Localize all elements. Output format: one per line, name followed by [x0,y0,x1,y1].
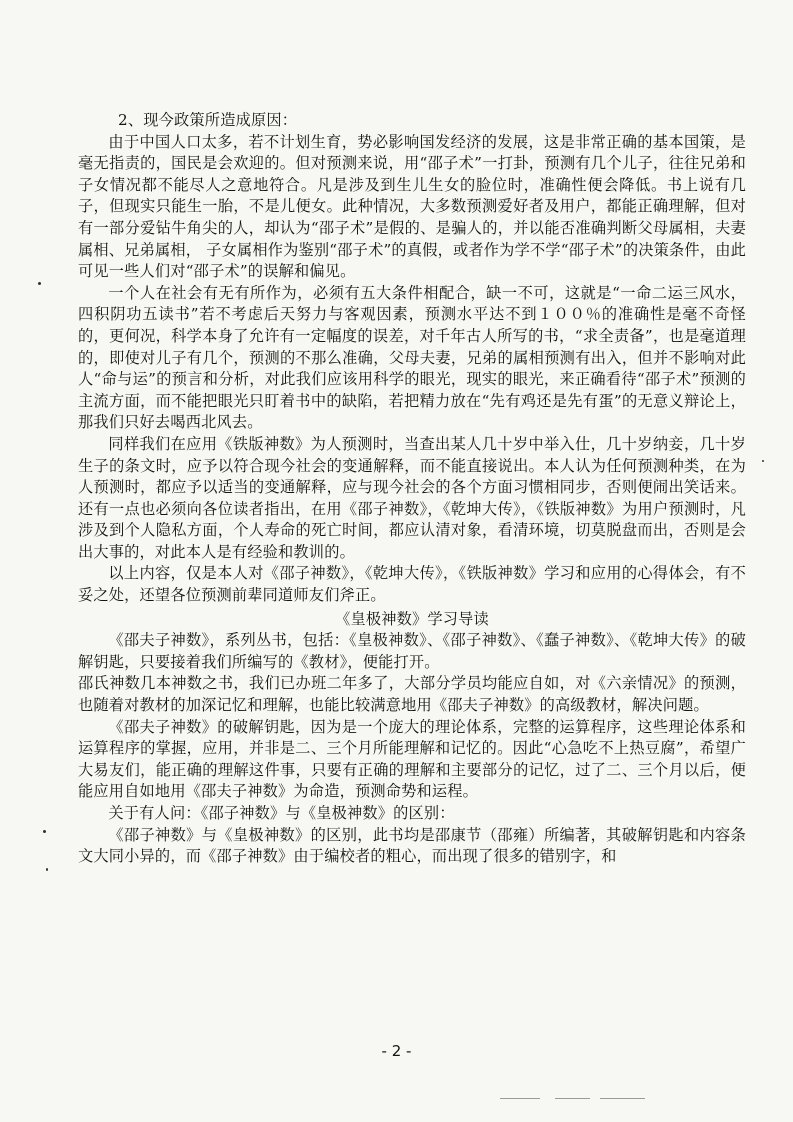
scan-mark [600,1098,645,1099]
paragraph: 以上内容，仅是本人对《邵子神数》，《乾坤大传》，《铁版神数》学习和应用的心得体会，有不妥之处，还望各位预测前辈同道师友们斧正。 [78,564,746,605]
section-title: 《皇极神数》学习导读 [335,609,489,628]
paragraph: 《邵夫子神数》的破解钥匙，因为是一个庞大的理论体系，完整的运算程序，这些理论体系和运算程序的掌握，应用，并非是二、三个月所能理解和记忆的。因此“心急吃不上热豆腐”，希望广大易友们，能正确的理解这件事，只要有正确的理解和主要部分的记忆，过了二、三个月以后，便能应用自如地用《邵夫子神数》为命造，预测命势和运程。 [78,717,746,801]
section-heading: 2、现今政策所造成原因： [118,111,298,129]
paragraph: 同样我们在应用《铁版神数》为人预测时，当查出某人几十岁中举入仕，几十岁纳妾，几十岁生子的条文时，应予以符合现今社会的变通解释，而不能直接说出。本人认为任何预测种类，在为人预测时，都应予以适当的变通解释，应与现今社会的各个方面习惯相同步，否则便闹出笑话来。还有一点也必须向各位读者指出，在用《邵子神数》，《乾坤大传》，《铁版神数》为用户预测时，凡涉及到个人隐私方面，个人寿命的死亡时间，都应认清对象，看清环境，切莫脱盘而出，否则是会出大事的，对此本人是有经验和教训的。 [78,434,746,561]
paragraph: 《邵夫子神数》，系列丛书，包括：《皇极神数》、《邵子神数》、《蠢子神数》、《乾坤大传》的破解钥匙，只要接着我们所编写的《教材》，便能打开。 [78,631,746,671]
scan-speck [43,830,46,833]
paragraph: 一个人在社会有无有所作为，必须有五大条件相配合，缺一不可，这就是“一命二运三风水，四积阴功五读书”若不考虑后天努力与客观因素，预测水平达不到１００％的准确性是毫不奇怪的，更何况，科学本身了允许有一定幅度的误差，对千年古人所写的书，“求全责备”，也是毫道理的，即使对儿子有几个，预测的不那么准确，父母夫妻，兄弟的属相预测有出入，但并不影响对此人“命与运”的预言和分析，对此我们应该用科学的眼光，现实的眼光，来正确看待“邵子术”预测的主流方面，而不能把眼光只盯着书中的缺陷，若把精力放在“先有鸡还是先有蛋”的无意义辩论上，那我们只好去喝西北风去。 [78,283,746,432]
paragraph: 邵氏神数几本神数之书，我们已办班二年多了，大部分学员均能应自如，对《六亲情况》的预测，也随着对教材的加深记忆和理解，也能比较满意地用《邵夫子神数》的高级教材，解决问题。 [78,674,746,715]
scan-speck [762,460,764,462]
page-number: - 2 - [381,1042,412,1060]
scan-mark [555,1098,590,1099]
scan-speck [46,868,48,871]
paragraph: 由于中国人口太多，若不计划生育，势必影响国发经济的发展，这是非常正确的基本国策，是毫无指责的，国民是会欢迎的。但对预测来说，用“邵子术”一打卦，预测有几个儿子，往往兄弟和子女情况都不能尽人之意地符合。凡是涉及到生儿生女的脸位时，准确性便会降低。书上说有几子，但现实只能生一胎，不是儿便女。此种情况，大多数预测爱好者及用户，都能正确理解，但对有一部分爱钻牛角尖的人，却认为“邵子术”是假的、是骗人的，并以能否准确判断父母属相，夫妻属相、兄弟属相， 子女属相作为鉴别“邵子术”的真假，或者作为学不学“邵子术”的决策条件，由此可见一些人们对“邵子术”的误解和偏见。 [78,132,746,281]
paragraph: 《邵子神数》与《皇极神数》的区别，此书均是邵康节（邵雍）所编著，其破解钥匙和内容条文大同小异的，而《邵子神数》由于编校者的粗心，而出现了很多的错别字，和 [78,825,746,866]
scan-speck [38,282,41,285]
scan-mark [500,1098,540,1099]
paragraph: 关于有人问：《邵子神数》与《皇极神数》的区别： [108,804,455,822]
document-body [78,110,746,868]
